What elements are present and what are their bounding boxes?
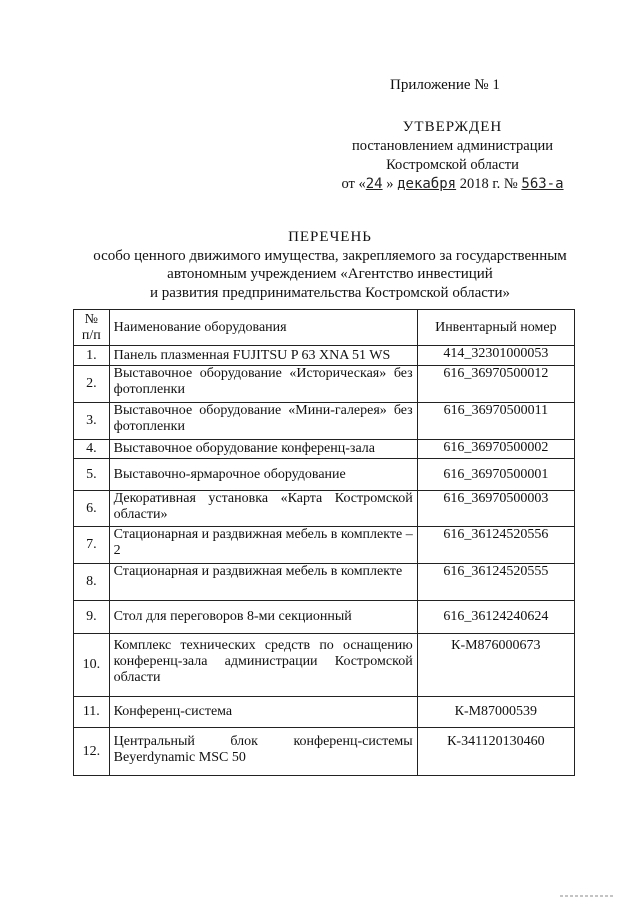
row-name: Выставочное оборудование «Мини-галерея» без фотопленки: [109, 403, 417, 440]
approval-line-2: Костромской области: [386, 157, 519, 173]
row-num: 5.: [74, 459, 110, 491]
row-inventory: 616_36124520555: [417, 564, 574, 601]
heading-title: ПЕРЕЧЕНЬ: [288, 229, 372, 245]
approval-line-1: постановлением администрации: [351, 138, 554, 154]
row-name: Выставочно-ярмарочное оборудование: [109, 459, 417, 491]
row-inventory: 616_36124520556: [417, 527, 574, 564]
header-name: Наименование оборудования: [109, 310, 417, 346]
scan-artifact: [560, 893, 615, 899]
date-mid: »: [382, 176, 398, 192]
row-name: Конференц-система: [109, 697, 417, 728]
heading-line-2: автономным учреждением «Агентство инвестиций: [167, 266, 493, 282]
approval-date-line: [330, 175, 575, 194]
row-num: 9.: [74, 601, 110, 634]
row-inventory: 616_36970500012: [417, 366, 574, 403]
table-row: [74, 491, 575, 527]
date-year: 2018 г. №: [456, 176, 522, 192]
table-row: [74, 728, 575, 776]
table-header-row: [74, 310, 575, 346]
date-prefix: от «: [341, 176, 366, 192]
row-name: Выставочное оборудование конференц-зала: [109, 440, 417, 459]
date-month: декабря: [397, 176, 457, 192]
table-row: [74, 346, 575, 366]
table-row: [74, 697, 575, 728]
table-row: [74, 564, 575, 601]
row-num: 6.: [74, 491, 110, 527]
row-num: 11.: [74, 697, 110, 728]
row-name: Стол для переговоров 8-ми секционный: [109, 601, 417, 634]
row-inventory: 616_36970500011: [417, 403, 574, 440]
row-inventory: 616_36970500003: [417, 491, 574, 527]
decree-number: 563-а: [521, 176, 564, 192]
row-inventory: 616_36970500002: [417, 440, 574, 459]
table-row: [74, 527, 575, 564]
row-inventory: 616_36970500001: [417, 459, 574, 491]
header-num: № п/п: [74, 310, 110, 346]
appendix-label: Приложение № 1: [390, 77, 500, 93]
table-row: [74, 403, 575, 440]
row-name: Декоративная установка «Карта Костромской области»: [109, 491, 417, 527]
row-name: Комплекс технических средств по оснащению конференц-зала администрации Костромской области: [109, 634, 417, 697]
row-inventory: К-М87000539: [417, 697, 574, 728]
row-num: 7.: [74, 527, 110, 564]
table-row: [74, 440, 575, 459]
date-day: 24: [365, 176, 383, 192]
row-num: 8.: [74, 564, 110, 601]
row-num: 1.: [74, 346, 110, 366]
row-num: 10.: [74, 634, 110, 697]
row-inventory: 616_36124240624: [417, 601, 574, 634]
row-name: Стационарная и раздвижная мебель в комплекте – 2: [109, 527, 417, 564]
row-num: 12.: [74, 728, 110, 776]
header-inventory: Инвентарный номер: [417, 310, 574, 346]
approval-block: [330, 118, 575, 194]
row-inventory: 414_32301000053: [417, 346, 574, 366]
equipment-table: [73, 309, 575, 776]
row-name: Центральный блок конференц-системы Beyerdynamic MSC 50: [109, 728, 417, 776]
approval-title: УТВЕРЖДЕН: [402, 119, 503, 135]
row-num: 3.: [74, 403, 110, 440]
table-row: [74, 601, 575, 634]
row-name: Стационарная и раздвижная мебель в комплекте: [109, 564, 417, 601]
row-inventory: К-341120130460: [417, 728, 574, 776]
document-heading: [60, 228, 600, 302]
heading-line-3: и развития предпринимательства Костромской области»: [150, 284, 510, 301]
row-name: Панель плазменная FUJITSU P 63 XNA 51 WS: [109, 346, 417, 366]
row-num: 4.: [74, 440, 110, 459]
row-inventory: К-М876000673: [417, 634, 574, 697]
heading-line-1: особо ценного движимого имущества, закрепляемого за государственным: [93, 247, 567, 264]
row-num: 2.: [74, 366, 110, 403]
table-row: [74, 366, 575, 403]
table-row: [74, 459, 575, 491]
row-name: Выставочное оборудование «Историческая» без фотопленки: [109, 366, 417, 403]
table-row: [74, 634, 575, 697]
